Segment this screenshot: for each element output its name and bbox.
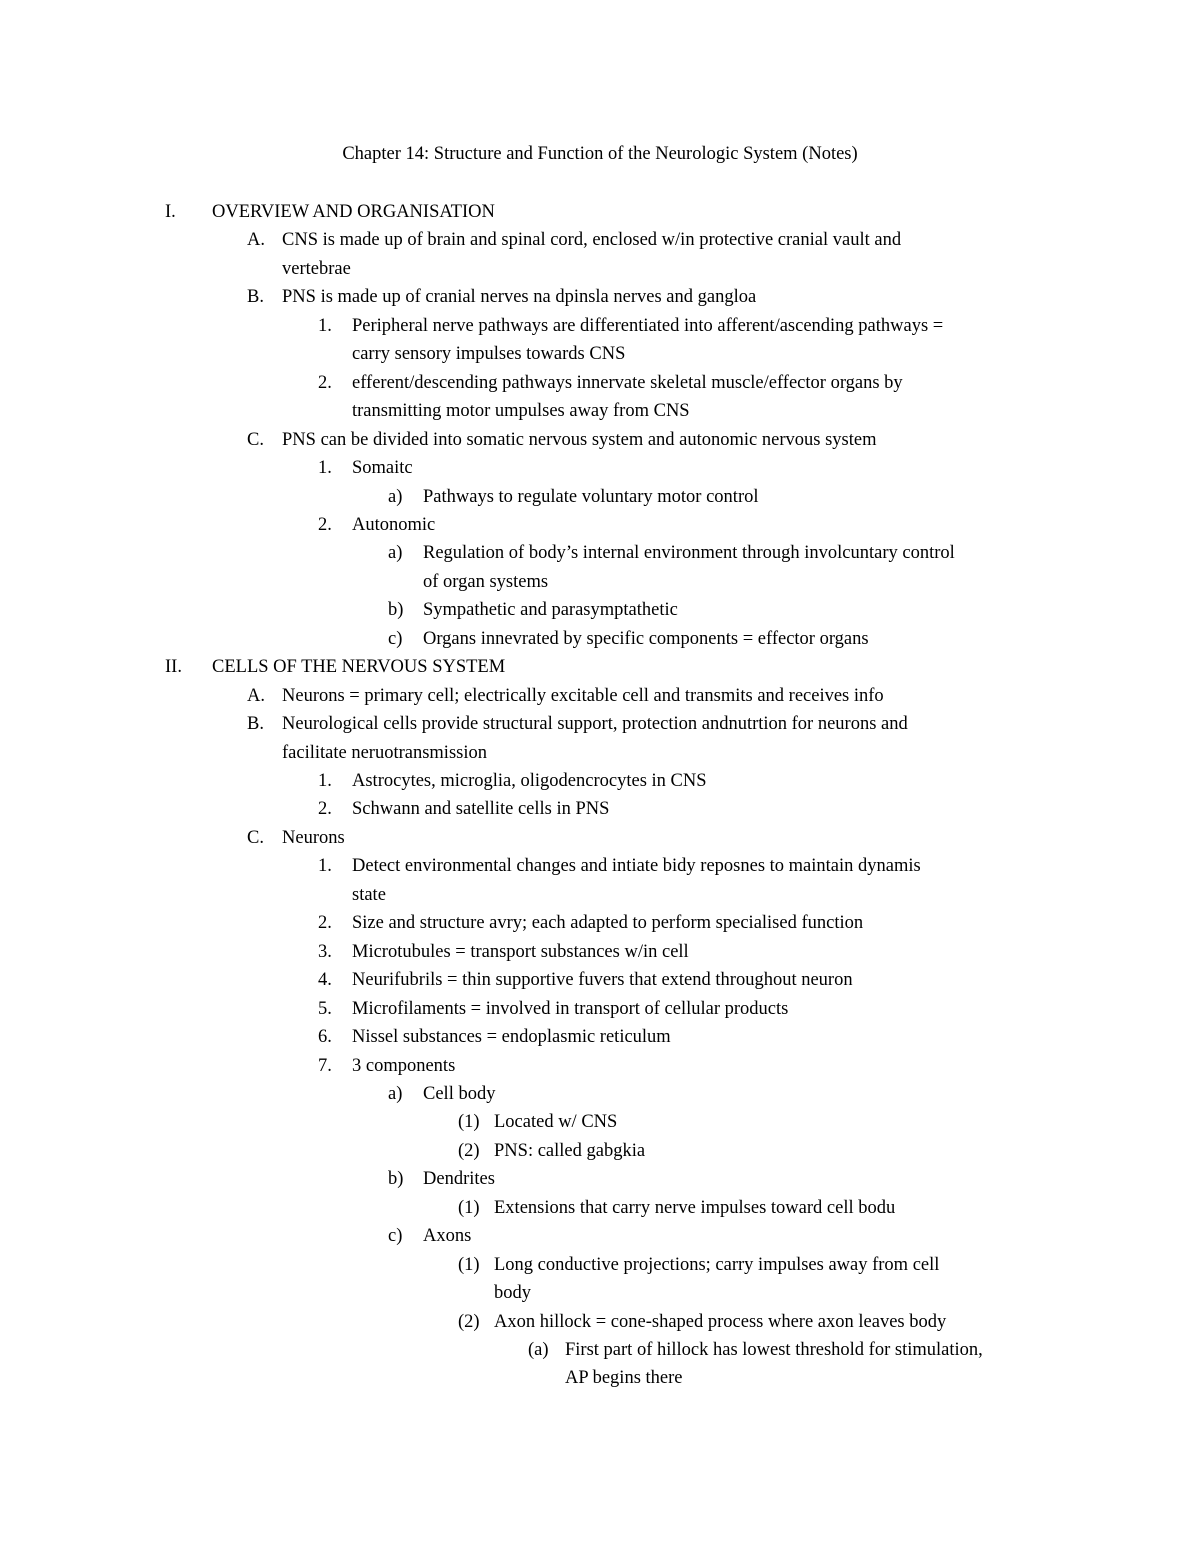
outline-marker: C. — [247, 429, 264, 450]
outline-item-text: body — [494, 1283, 531, 1304]
outline-marker: 1. — [318, 315, 332, 336]
outline-marker: 7. — [318, 1055, 332, 1076]
outline-marker: 6. — [318, 1027, 332, 1048]
outline-item-text: CNS is made up of brain and spinal cord, enclosed w/in protective cranial vault and — [282, 230, 902, 251]
outline-marker: B. — [247, 287, 264, 308]
outline-item-text: vertebrae — [282, 258, 351, 279]
outline-item-text: Neurological cells provide structural support, protection andnutrtion for neurons and — [282, 714, 908, 735]
outline-marker: (1) — [458, 1112, 480, 1133]
outline-item-text: PNS is made up of cranial nerves na dpinsla nerves and gangloa — [282, 287, 757, 308]
outline-item-text: Regulation of body’s internal environment through involcuntary control — [423, 543, 955, 564]
outline-marker: C. — [247, 827, 264, 848]
outline-item-text: transmitting motor umpulses away from CNS — [352, 401, 690, 422]
outline-item-text: Autonomic — [352, 514, 436, 535]
outline-item-text: Size and structure avry; each adapted to perform specialised function — [352, 913, 864, 934]
outline-marker: 5. — [318, 998, 332, 1019]
outline-item-text: AP begins there — [565, 1368, 683, 1389]
outline-marker: II. — [165, 657, 182, 678]
outline-marker: 1. — [318, 771, 332, 791]
outline-item-text: Neurons — [282, 827, 345, 848]
outline-marker: 2. — [318, 799, 332, 820]
outline-marker: a) — [388, 486, 403, 507]
outline-item-text: Microtubules = transport substances w/in cell — [352, 941, 689, 962]
outline-marker: a) — [388, 1083, 403, 1104]
outline-marker: 2. — [318, 514, 332, 535]
outline-item-text: Neurifubrils = thin supportive fuvers that extend throughout neuron — [352, 970, 853, 991]
outline-marker: a) — [388, 543, 403, 564]
outline-marker: c) — [388, 628, 403, 649]
outline-marker: (2) — [458, 1140, 480, 1161]
outline-item-text: Microfilaments = involved in transport of cellular products — [352, 998, 789, 1019]
outline-item-text: Astrocytes, microglia, oligodencrocytes in CNS — [352, 771, 707, 791]
outline-marker: B. — [247, 714, 264, 735]
outline-item-text: Peripheral nerve pathways are differentiated into afferent/ascending pathways = — [352, 315, 944, 336]
outline-item-text: state — [352, 884, 386, 905]
outline-item-text: Somaitc — [352, 458, 413, 479]
outline-marker: 3. — [318, 941, 332, 962]
outline-item-text: Schwann and satellite cells in PNS — [352, 799, 610, 820]
outline-item-text: Axon hillock = cone-shaped process where axon leaves body — [494, 1311, 947, 1332]
outline-marker: c) — [388, 1226, 403, 1247]
outline-marker: (1) — [458, 1197, 480, 1218]
outline-item-text: OVERVIEW AND ORGANISATION — [212, 202, 495, 222]
outline-item-text: Long conductive projections; carry impulses away from cell — [494, 1254, 940, 1275]
outline-marker: (a) — [528, 1340, 549, 1360]
outline-item-text: Extensions that carry nerve impulses toward cell bodu — [494, 1197, 896, 1218]
outline-item-text: efferent/descending pathways innervate skeletal muscle/effector organs by — [352, 372, 903, 393]
outline-item-text: Dendrites — [423, 1169, 495, 1190]
outline-marker: (2) — [458, 1311, 480, 1332]
outline-marker: 1. — [318, 856, 332, 877]
outline-item-text: Cell body — [423, 1083, 496, 1104]
outline-item-text: Organs innevrated by specific components = effector organs — [423, 628, 869, 649]
outline-item-text: Located w/ CNS — [494, 1112, 618, 1133]
outline-item-text: 3 components — [352, 1055, 456, 1076]
outline-item-text: Detect environmental changes and intiate bidy reposnes to maintain dynamis — [352, 856, 921, 877]
outline-item-text: Pathways to regulate voluntary motor control — [423, 486, 759, 507]
outline-marker: I. — [165, 202, 176, 222]
outline-item-text: Sympathetic and parasymptathetic — [423, 600, 678, 621]
outline-item-text: CELLS OF THE NERVOUS SYSTEM — [212, 657, 506, 678]
outline-item-text: carry sensory impulses towards CNS — [352, 344, 626, 365]
outline-marker: 4. — [318, 970, 332, 991]
outline-item-text: Axons — [423, 1226, 472, 1247]
outline-marker: A. — [247, 685, 265, 706]
outline-item-text: First part of hillock has lowest threshold for stimulation, — [565, 1340, 983, 1360]
outline-item-text: facilitate neruotransmission — [282, 742, 487, 763]
outline-marker: b) — [388, 1169, 404, 1190]
outline-marker: (1) — [458, 1254, 480, 1275]
outline-item-text: Neurons = primary cell; electrically excitable cell and transmits and receives info — [282, 685, 884, 706]
outline-marker: 2. — [318, 372, 332, 393]
page-title: Chapter 14: Structure and Function of the Neurologic System (Notes) — [342, 144, 858, 164]
outline-item-text: of organ systems — [423, 571, 549, 592]
outline-item-text: PNS can be divided into somatic nervous system and autonomic nervous system — [282, 429, 877, 450]
outline-item-text: Nissel substances = endoplasmic reticulum — [352, 1027, 671, 1048]
outline-marker: 2. — [318, 913, 332, 934]
outline-marker: 1. — [318, 458, 332, 479]
outline-item-text: PNS: called gabgkia — [494, 1140, 646, 1161]
outline-marker: b) — [388, 600, 404, 621]
outline-marker: A. — [247, 230, 265, 251]
